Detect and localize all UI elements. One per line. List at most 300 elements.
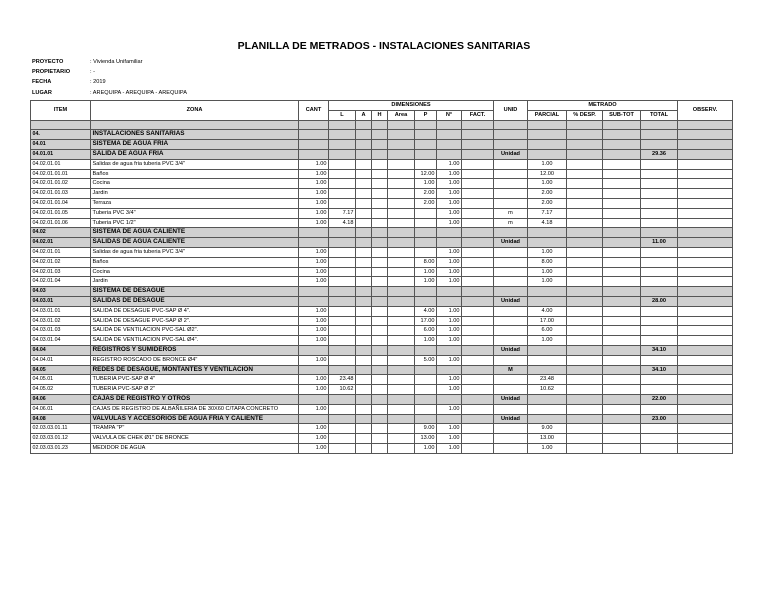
cell-item: 04.05.01 (31, 375, 91, 385)
cell-unid (494, 140, 528, 150)
cell-n: 1.00 (437, 336, 462, 346)
cell-l (329, 277, 356, 287)
cell-desp (567, 355, 603, 365)
cell-l: 10.62 (329, 385, 356, 395)
cell-subtot (603, 365, 641, 375)
cell-observ (678, 394, 733, 404)
cell-cant: 1.00 (299, 434, 329, 444)
cell-l (329, 443, 356, 453)
group-row (31, 287, 733, 297)
cell-h (372, 159, 388, 169)
cell-desp (567, 189, 603, 199)
cell-n: 1.00 (437, 169, 462, 179)
cell-area (388, 287, 415, 297)
cell-total: 11.00 (641, 238, 678, 248)
cell-subtot (603, 130, 641, 140)
cell-item: 04.02.01.03 (31, 267, 91, 277)
cell-fact (462, 394, 494, 404)
cell-item: 04. (31, 130, 91, 140)
cell-subtot (603, 159, 641, 169)
cell-item: 02.03.03.01.23 (31, 443, 91, 453)
header-desp: % DESP. (567, 110, 603, 120)
cell-fact (462, 247, 494, 257)
cell-l (329, 179, 356, 189)
cell-h (372, 149, 388, 159)
cell-parcial: 4.18 (528, 218, 567, 228)
cell-area (388, 345, 415, 355)
cell-observ (678, 326, 733, 336)
meta-row-fecha (32, 77, 187, 87)
metrados-table (30, 100, 733, 454)
table-row (31, 385, 733, 395)
cell-h (372, 394, 388, 404)
cell-l (329, 326, 356, 336)
cell-cant (299, 296, 329, 306)
cell-fact (462, 385, 494, 395)
cell-item: 04.06.01 (31, 404, 91, 414)
cell-n: 1.00 (437, 375, 462, 385)
cell-parcial: 2.00 (528, 198, 567, 208)
cell-fact (462, 169, 494, 179)
table-row (31, 169, 733, 179)
cell-fact (462, 218, 494, 228)
cell-item: 04.02.01.01 (31, 159, 91, 169)
group-row (31, 149, 733, 159)
cell-a (356, 404, 372, 414)
cell-a (356, 443, 372, 453)
cell-observ (678, 277, 733, 287)
cell-fact (462, 277, 494, 287)
cell-desp (567, 306, 603, 316)
cell-zona: SALIDA DE VENTILACION PVC-SAL Ø4". (91, 336, 299, 346)
cell-fact (462, 326, 494, 336)
cell-h (372, 404, 388, 414)
cell-l (329, 394, 356, 404)
cell-unid (494, 130, 528, 140)
table-row (31, 198, 733, 208)
cell-unid: m (494, 218, 528, 228)
table-row (31, 218, 733, 228)
cell-zona: Jardin (91, 189, 299, 199)
cell-subtot (603, 394, 641, 404)
cell-a (356, 208, 372, 218)
cell-fact (462, 149, 494, 159)
project-info (32, 57, 187, 98)
cell-total (641, 277, 678, 287)
cell-parcial (528, 296, 567, 306)
cell-subtot (603, 140, 641, 150)
table-row (31, 434, 733, 444)
cell-cant: 1.00 (299, 326, 329, 336)
cell-p (415, 247, 437, 257)
cell-a (356, 365, 372, 375)
cell-parcial: 6.00 (528, 326, 567, 336)
cell-n (437, 365, 462, 375)
cell-h (372, 355, 388, 365)
cell-a (356, 140, 372, 150)
cell-parcial (528, 287, 567, 297)
cell-item: 04.03.01.02 (31, 316, 91, 326)
cell-fact (462, 316, 494, 326)
cell-cant (299, 365, 329, 375)
cell-unid (494, 306, 528, 316)
cell-parcial: 1.00 (528, 443, 567, 453)
cell-zona: VALVULA DE CHEK Ø1" DE BRONCE (91, 434, 299, 444)
cell-a (356, 159, 372, 169)
cell-cant: 1.00 (299, 208, 329, 218)
table-row (31, 355, 733, 365)
cell-zona: SALIDAS DE DESAGUE (91, 296, 299, 306)
cell-h (372, 228, 388, 238)
cell-desp (567, 159, 603, 169)
cell-total: 34.10 (641, 345, 678, 355)
cell-l (329, 130, 356, 140)
cell-l (329, 140, 356, 150)
meta-value: : AREQUIPA - AREQUIPA - AREQUIPA (90, 89, 187, 96)
cell-fact (462, 287, 494, 297)
cell-item: 04.04 (31, 345, 91, 355)
cell-observ (678, 228, 733, 238)
cell-total (641, 443, 678, 453)
cell-n: 1.00 (437, 434, 462, 444)
cell-area (388, 404, 415, 414)
cell-cant: 1.00 (299, 316, 329, 326)
cell-observ (678, 404, 733, 414)
cell-p: 1.00 (415, 277, 437, 287)
cell-desp (567, 404, 603, 414)
cell-cant: 1.00 (299, 404, 329, 414)
cell-observ (678, 179, 733, 189)
cell-unid: Unidad (494, 414, 528, 424)
cell-subtot (603, 179, 641, 189)
cell-subtot (603, 306, 641, 316)
cell-total (641, 130, 678, 140)
cell-cant (299, 228, 329, 238)
cell-observ (678, 434, 733, 444)
cell-desp (567, 198, 603, 208)
cell-n: 1.00 (437, 355, 462, 365)
group-row (31, 228, 733, 238)
cell-parcial: 2.00 (528, 189, 567, 199)
cell-total (641, 434, 678, 444)
cell-l (329, 414, 356, 424)
cell-parcial: 1.00 (528, 159, 567, 169)
cell-fact (462, 375, 494, 385)
cell-area (388, 247, 415, 257)
cell-area (388, 424, 415, 434)
cell-total (641, 179, 678, 189)
cell-total (641, 198, 678, 208)
cell-parcial: 8.00 (528, 257, 567, 267)
cell-n (437, 228, 462, 238)
cell-area (388, 375, 415, 385)
cell-observ (678, 443, 733, 453)
header-fact: FACT. (462, 110, 494, 120)
cell-unid (494, 169, 528, 179)
cell-a (356, 267, 372, 277)
cell-subtot (603, 326, 641, 336)
cell-subtot (603, 218, 641, 228)
cell-area (388, 198, 415, 208)
cell-n: 1.00 (437, 385, 462, 395)
cell-zona: INSTALACIONES SANITARIAS (91, 130, 299, 140)
cell-parcial (528, 404, 567, 414)
cell-total (641, 336, 678, 346)
cell-zona: CAJAS DE REGISTRO DE ALBAÑILERIA DE 30X60 C/TAPA CONCRETO (91, 404, 299, 414)
cell-area (388, 277, 415, 287)
cell-cant: 1.00 (299, 247, 329, 257)
cell-item: 04.02.01.01.02 (31, 179, 91, 189)
cell-l (329, 365, 356, 375)
cell-unid (494, 355, 528, 365)
cell-n (437, 140, 462, 150)
cell-area (388, 159, 415, 169)
header-area: Area (388, 110, 415, 120)
cell-subtot (603, 385, 641, 395)
cell-n: 1.00 (437, 257, 462, 267)
cell-n (437, 287, 462, 297)
cell-subtot (603, 316, 641, 326)
meta-row-lugar (32, 88, 187, 98)
cell-unid: Unidad (494, 345, 528, 355)
cell-n: 1.00 (437, 306, 462, 316)
cell-subtot (603, 414, 641, 424)
cell-parcial: 1.00 (528, 336, 567, 346)
cell-cant (299, 130, 329, 140)
cell-zona: Terraza (91, 198, 299, 208)
cell-item: 04.02 (31, 228, 91, 238)
cell-unid: M (494, 365, 528, 375)
cell-l (329, 296, 356, 306)
cell-unid (494, 336, 528, 346)
cell-parcial: 1.00 (528, 179, 567, 189)
cell-a (356, 394, 372, 404)
cell-p (415, 296, 437, 306)
cell-p: 17.00 (415, 316, 437, 326)
cell-h (372, 385, 388, 395)
cell-h (372, 336, 388, 346)
cell-cant: 1.00 (299, 375, 329, 385)
cell-area (388, 316, 415, 326)
table-row (31, 277, 733, 287)
cell-l (329, 424, 356, 434)
cell-unid: Unidad (494, 238, 528, 248)
cell-p: 1.00 (415, 336, 437, 346)
cell-area (388, 189, 415, 199)
table-row (31, 267, 733, 277)
cell-unid (494, 159, 528, 169)
cell-p (415, 140, 437, 150)
cell-subtot (603, 375, 641, 385)
cell-zona: Cocina (91, 267, 299, 277)
cell-unid (494, 385, 528, 395)
cell-unid (494, 267, 528, 277)
cell-n: 1.00 (437, 208, 462, 218)
cell-total (641, 159, 678, 169)
cell-desp (567, 179, 603, 189)
cell-a (356, 336, 372, 346)
cell-total (641, 385, 678, 395)
cell-h (372, 189, 388, 199)
cell-item: 04.05.02 (31, 385, 91, 395)
cell-parcial (528, 149, 567, 159)
cell-observ (678, 424, 733, 434)
cell-zona: SISTEMA DE DESAGUE (91, 287, 299, 297)
cell-desp (567, 394, 603, 404)
cell-area (388, 296, 415, 306)
cell-unid (494, 443, 528, 453)
cell-n: 1.00 (437, 247, 462, 257)
cell-observ (678, 169, 733, 179)
cell-a (356, 345, 372, 355)
header-l: L (329, 110, 356, 120)
cell-h (372, 179, 388, 189)
cell-observ (678, 287, 733, 297)
cell-parcial (528, 414, 567, 424)
cell-zona: Salidas de agua fria tuberia PVC 3/4" (91, 159, 299, 169)
cell-parcial (528, 130, 567, 140)
cell-parcial: 1.00 (528, 247, 567, 257)
cell-subtot (603, 228, 641, 238)
cell-total: 28.00 (641, 296, 678, 306)
cell-observ (678, 345, 733, 355)
cell-fact (462, 267, 494, 277)
cell-cant: 1.00 (299, 169, 329, 179)
cell-subtot (603, 287, 641, 297)
cell-p (415, 414, 437, 424)
cell-total (641, 228, 678, 238)
cell-desp (567, 149, 603, 159)
cell-subtot (603, 355, 641, 365)
cell-observ (678, 385, 733, 395)
cell-desp (567, 434, 603, 444)
cell-observ (678, 306, 733, 316)
cell-a (356, 130, 372, 140)
header-metrado: METRADO (528, 101, 678, 111)
cell-item: 04.03 (31, 287, 91, 297)
cell-zona: REGISTRO ROSCADO DE BRONCE Ø4" (91, 355, 299, 365)
header-subtot: SUB-TOT (603, 110, 641, 120)
cell-total (641, 306, 678, 316)
cell-fact (462, 336, 494, 346)
meta-label: PROPIETARIO (32, 69, 71, 76)
cell-h (372, 257, 388, 267)
cell-zona: Baños (91, 257, 299, 267)
cell-area (388, 169, 415, 179)
cell-l: 7.17 (329, 208, 356, 218)
cell-l (329, 355, 356, 365)
cell-a (356, 424, 372, 434)
cell-zona: SISTEMA DE AGUA FRIA (91, 140, 299, 150)
cell-item: 04.03.01.01 (31, 306, 91, 316)
table-row (31, 443, 733, 453)
cell-total (641, 326, 678, 336)
cell-desp (567, 208, 603, 218)
cell-observ (678, 316, 733, 326)
cell-observ (678, 238, 733, 248)
cell-observ (678, 257, 733, 267)
header-zona: ZONA (91, 101, 299, 121)
cell-l (329, 159, 356, 169)
header-item: ITEM (31, 101, 91, 121)
cell-desp (567, 228, 603, 238)
cell-n: 1.00 (437, 159, 462, 169)
cell-total (641, 189, 678, 199)
group-row (31, 414, 733, 424)
cell-total (641, 316, 678, 326)
cell-observ (678, 336, 733, 346)
cell-desp (567, 385, 603, 395)
cell-area (388, 326, 415, 336)
cell-area (388, 149, 415, 159)
cell-cant: 1.00 (299, 355, 329, 365)
cell-n (437, 345, 462, 355)
cell-unid (494, 424, 528, 434)
cell-parcial (528, 238, 567, 248)
cell-unid (494, 198, 528, 208)
cell-parcial: 1.00 (528, 277, 567, 287)
cell-observ (678, 189, 733, 199)
cell-l (329, 169, 356, 179)
table-row (31, 375, 733, 385)
table-row (31, 159, 733, 169)
cell-fact (462, 404, 494, 414)
cell-subtot (603, 424, 641, 434)
cell-fact (462, 238, 494, 248)
cell-observ (678, 149, 733, 159)
cell-a (356, 385, 372, 395)
page-title: PLANILLA DE METRADOS - INSTALACIONES SANITARIAS (237, 40, 531, 52)
cell-fact (462, 345, 494, 355)
cell-h (372, 238, 388, 248)
cell-area (388, 434, 415, 444)
cell-total (641, 424, 678, 434)
cell-a (356, 326, 372, 336)
cell-unid (494, 277, 528, 287)
cell-observ (678, 198, 733, 208)
cell-n: 1.00 (437, 218, 462, 228)
header-dimensiones: DIMENSIONES (329, 101, 494, 111)
cell-total (641, 169, 678, 179)
cell-cant: 1.00 (299, 443, 329, 453)
cell-item: 04.02.01.02 (31, 257, 91, 267)
cell-parcial (528, 140, 567, 150)
cell-p: 8.00 (415, 257, 437, 267)
cell-cant: 1.00 (299, 336, 329, 346)
cell-subtot (603, 189, 641, 199)
cell-zona: VALVULAS Y ACCESORIOS DE AGUA FRIA Y CALIENTE (91, 414, 299, 424)
table-row (31, 336, 733, 346)
cell-l (329, 228, 356, 238)
cell-h (372, 267, 388, 277)
cell-desp (567, 296, 603, 306)
table-row (31, 306, 733, 316)
cell-fact (462, 140, 494, 150)
cell-a (356, 355, 372, 365)
cell-p (415, 365, 437, 375)
cell-parcial: 10.62 (528, 385, 567, 395)
table-row (31, 257, 733, 267)
cell-h (372, 208, 388, 218)
cell-area (388, 179, 415, 189)
cell-n: 1.00 (437, 277, 462, 287)
cell-cant: 1.00 (299, 385, 329, 395)
cell-area (388, 385, 415, 395)
cell-zona: SISTEMA DE AGUA CALIENTE (91, 228, 299, 238)
cell-p (415, 218, 437, 228)
cell-cant: 1.00 (299, 306, 329, 316)
cell-h (372, 326, 388, 336)
